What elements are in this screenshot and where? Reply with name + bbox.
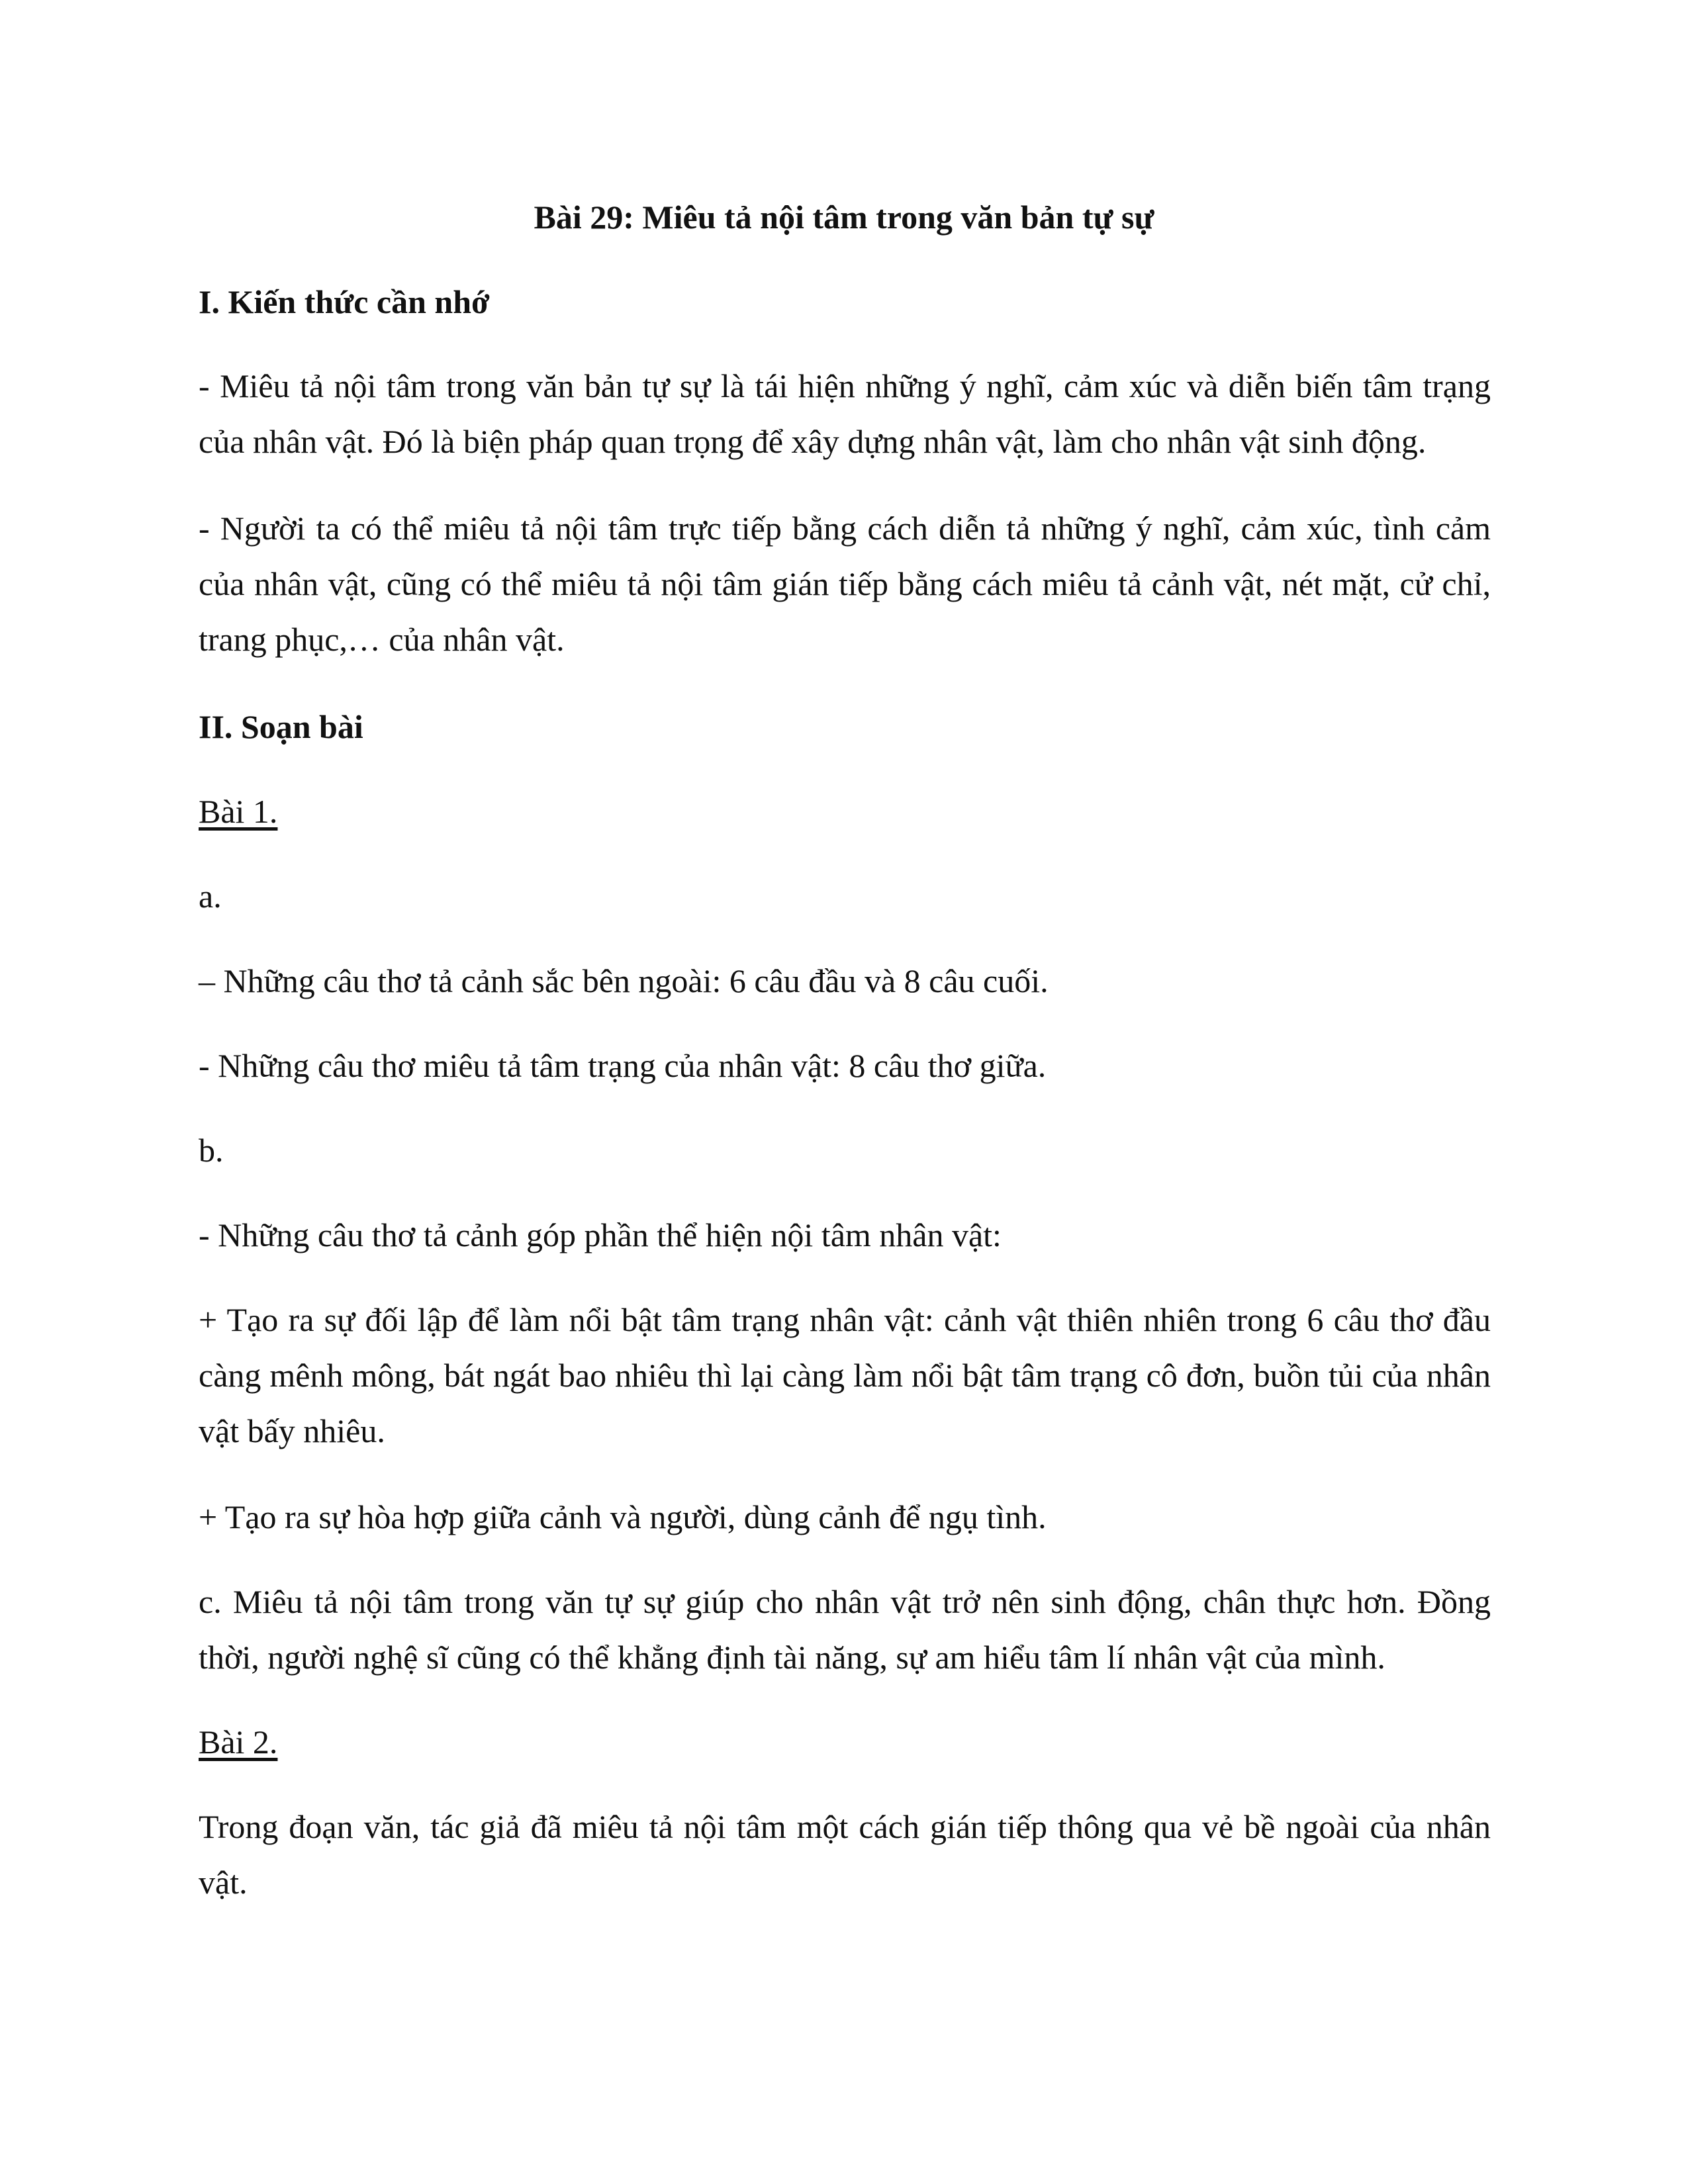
exercise-heading-bai-1: Bài 1. bbox=[199, 793, 278, 830]
section-heading-soan-bai: II. Soạn bài bbox=[199, 708, 363, 745]
answer-a-line-2: - Những câu thơ miêu tả tâm trạng của nhân vật: 8 câu thơ giữa. bbox=[199, 1047, 1047, 1084]
item-label-b: b. bbox=[199, 1132, 224, 1169]
answer-bai-2: Trong đoạn văn, tác giả đã miêu tả nội tâm một cách gián tiếp thông qua vẻ bề ngoài của nhân vật. bbox=[199, 1808, 1491, 1901]
answer-b-contrast: + Tạo ra sự đối lập để làm nổi bật tâm trạng nhân vật: cảnh vật thiên nhiên trong 6 câu thơ đầu càng mênh mông, bát ngát bao nhiêu thì lại càng làm nổi bật tâm trạng cô đơn, buồn tủi của nhân vật bấy nhiêu. bbox=[199, 1301, 1491, 1449]
answer-a-line-1: – Những câu thơ tả cảnh sắc bên ngoài: 6 câu đầu và 8 câu cuối. bbox=[199, 962, 1049, 999]
item-label-a: a. bbox=[199, 878, 222, 915]
page-title: Bài 29: Miêu tả nội tâm trong văn bản tự sự bbox=[534, 199, 1154, 236]
exercise-heading-bai-2: Bài 2. bbox=[199, 1723, 278, 1760]
answer-b-line-1: - Những câu thơ tả cảnh góp phần thể hiện nội tâm nhân vật: bbox=[199, 1216, 1002, 1253]
answer-c: c. Miêu tả nội tâm trong văn tự sự giúp cho nhân vật trở nên sinh động, chân thực hơn. Đồng thời, người nghệ sĩ cũng có thể khẳng định tài năng, sự am hiểu tâm lí nhân vật của mình. bbox=[199, 1583, 1491, 1676]
paragraph-definition: - Miêu tả nội tâm trong văn bản tự sự là tái hiện những ý nghĩ, cảm xúc và diễn biến tâm trạng của nhân vật. Đó là biện pháp quan trọng để xây dựng nhân vật, làm cho nhân vật sinh động. bbox=[199, 367, 1491, 460]
paragraph-methods: - Người ta có thể miêu tả nội tâm trực tiếp bằng cách diễn tả những ý nghĩ, cảm xúc, tình cảm của nhân vật, cũng có thể miêu tả nội tâm gián tiếp bằng cách miêu tả cảnh vật, nét mặt, cử chỉ, trang phục,… của nhân vật. bbox=[199, 510, 1491, 658]
section-heading-kien-thuc: I. Kiến thức cần nhớ bbox=[199, 283, 490, 320]
answer-b-harmony: + Tạo ra sự hòa hợp giữa cảnh và người, dùng cảnh để ngụ tình. bbox=[199, 1498, 1047, 1535]
